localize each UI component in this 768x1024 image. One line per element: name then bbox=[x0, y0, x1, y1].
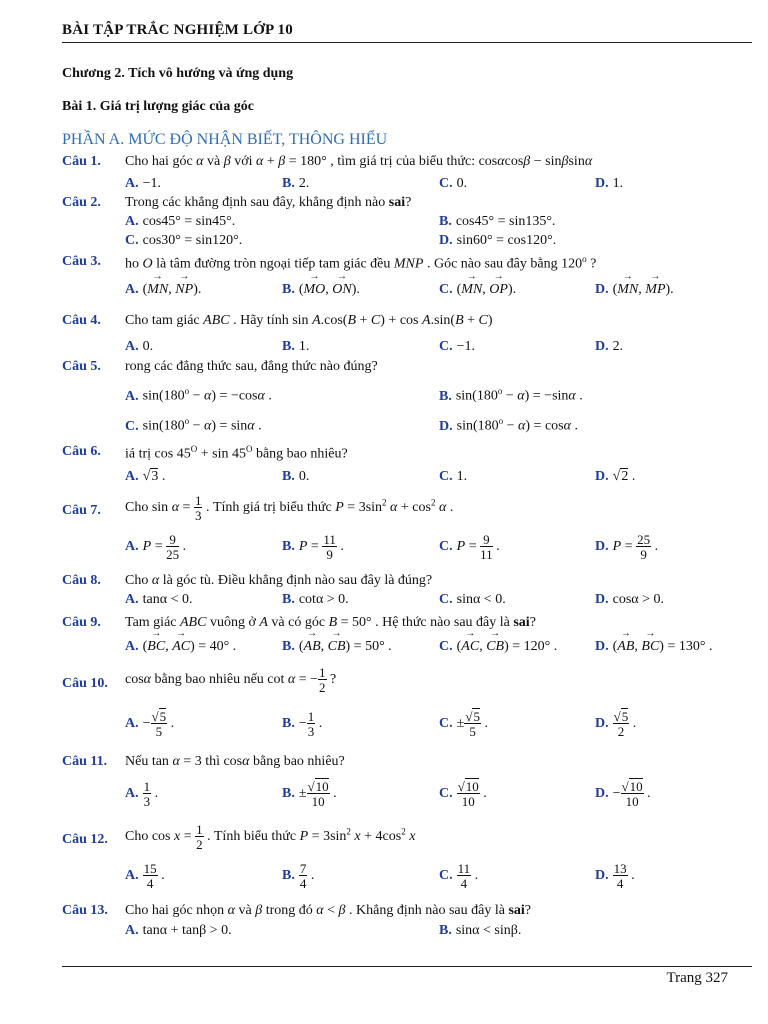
option-a: A. P = $\frac{9}{25}$ . bbox=[125, 532, 187, 562]
option-b: B. 0. bbox=[282, 469, 310, 484]
header-rule bbox=[62, 42, 752, 43]
option-a: A. tanα < 0. bbox=[125, 592, 193, 607]
option-d: D. − $\frac{√10}{10}$ . bbox=[595, 779, 651, 809]
question-text: cosα bằng bao nhiêu nếu cot α = − $\frac{1}{2}$ ? bbox=[125, 665, 337, 695]
option-c: C. $\frac{√10}{10}$ . bbox=[439, 779, 487, 809]
question-label: Câu 9. bbox=[62, 615, 101, 630]
option-d: D. $\frac{√5}{2}$ . bbox=[595, 709, 637, 739]
option-a: A. $\sin(180^o - \alpha) = -\cos\alpha$ . bbox=[125, 386, 272, 404]
option-a: A. (→ MN, → NP). bbox=[125, 282, 201, 298]
option-c: C. sinα < 0. bbox=[439, 592, 506, 607]
question-text: Cho sin α = $\frac{1}{3}$ . Tính giá trị biểu thức $P = 3\sin^2$ $\alpha + \cos^2 \alpha$ . bbox=[125, 493, 454, 523]
question-label: Câu 7. bbox=[62, 503, 101, 518]
option-d: D. (→ AB, → BC) = 130° . bbox=[595, 639, 712, 655]
question-text: Tam giác ABC vuông ở A và có góc B = 50° . Hệ thức nào sau đây là sai? bbox=[125, 615, 536, 630]
option-d: D. $\frac{13}{4}$ . bbox=[595, 861, 635, 891]
option-d: D. (→ MN, → MP). bbox=[595, 282, 674, 298]
option-b: B. $\sin(180^o - \alpha) = -\sin\alpha$ . bbox=[439, 386, 583, 404]
option-c: C. $\frac{11}{4}$ . bbox=[439, 861, 479, 891]
question-text: Cho hai góc α và β với α + β = 180° , tìm giá trị của biểu thức: cosαcosβ − sinβsinα bbox=[125, 154, 593, 169]
question-label: Câu 10. bbox=[62, 676, 108, 691]
question-label: Câu 6. bbox=[62, 444, 101, 459]
question-text: ho O là tâm đường tròn ngoại tiếp tam giác đều MNP . Góc nào sau đây bằng 120$^o$ ? bbox=[125, 254, 597, 272]
question-label: Câu 1. bbox=[62, 154, 101, 169]
option-a: A. (→ BC, → AC) = 40° . bbox=[125, 639, 236, 655]
lesson-title: Bài 1. Giá trị lượng giác của góc bbox=[62, 99, 254, 114]
question-text: Cho cos x = $\frac{1}{2}$ . Tính biểu thức $P = 3\sin^2$ $x + 4\cos^2$ x bbox=[125, 822, 416, 852]
question-text: Cho α là góc tù. Điều khẳng định nào sau đây là đúng? bbox=[125, 573, 433, 588]
footer-rule bbox=[62, 966, 752, 967]
question-label: Câu 12. bbox=[62, 832, 108, 847]
option-b: B. cotα > 0. bbox=[282, 592, 349, 607]
question-text: Cho hai góc nhọn α và β trong đó α < β . Khẳng định nào sau đây là sai? bbox=[125, 903, 532, 918]
option-b: B. 2. bbox=[282, 176, 310, 191]
option-c: C. $\sin(180^o - \alpha) = \sin\alpha$ . bbox=[125, 416, 262, 434]
chapter-title: Chương 2. Tích vô hướng và ứng dụng bbox=[62, 66, 294, 81]
option-b: B. cos45° = sin135°. bbox=[439, 214, 556, 229]
question-label: Câu 13. bbox=[62, 903, 108, 918]
question-label: Câu 11. bbox=[62, 754, 108, 769]
option-d: D. 1. bbox=[595, 176, 624, 191]
page-number: Trang 327 bbox=[666, 970, 728, 986]
option-b: B. ± $\frac{√10}{10}$ . bbox=[282, 779, 337, 809]
option-d: D. $\sin(180^o - \alpha) = \cos\alpha$ . bbox=[439, 416, 578, 434]
option-b: B. (→ MO, → ON). bbox=[282, 282, 360, 298]
question-text: Cho tam giác ABC . Hãy tính sin A.cos(B + C) + cos A.sin(B + C) bbox=[125, 313, 493, 328]
option-c: C. (→ MN, → OP). bbox=[439, 282, 516, 298]
option-a: A. $\frac{15}{4}$ . bbox=[125, 861, 165, 891]
option-b: B. $\frac{7}{4}$ . bbox=[282, 861, 315, 891]
section-title: PHẦN A. MỨC ĐỘ NHẬN BIẾT, THÔNG HIỂU bbox=[62, 131, 388, 148]
option-c: C. (→ AC, → CB) = 120° . bbox=[439, 639, 557, 655]
page-header-title: BÀI TẬP TRẮC NGHIỆM LỚP 10 bbox=[62, 22, 293, 38]
question-label: Câu 8. bbox=[62, 573, 101, 588]
option-c: C. ± $\frac{√5}{5}$ . bbox=[439, 709, 488, 739]
option-b: B. sinα < sinβ. bbox=[439, 923, 522, 938]
option-c: C. 0. bbox=[439, 176, 468, 191]
option-c: C. P = $\frac{9}{11}$ . bbox=[439, 532, 500, 562]
option-b: B. (→ AB, → CB) = 50° . bbox=[282, 639, 392, 655]
question-text: Trong các khẳng định sau đây, khẳng định nào sai? bbox=[125, 195, 412, 210]
question-text: iá trị $\cos 45^O + \sin 45^O$ bằng bao nhiêu? bbox=[125, 444, 348, 462]
question-label: Câu 2. bbox=[62, 195, 101, 210]
question-label: Câu 4. bbox=[62, 313, 101, 328]
option-d: D. cosα > 0. bbox=[595, 592, 665, 607]
option-a: A. cos45° = sin45°. bbox=[125, 214, 236, 229]
option-b: B. P = $\frac{11}{9}$ . bbox=[282, 532, 344, 562]
question-label: Câu 3. bbox=[62, 254, 101, 269]
option-c: C. cos30° = sin120°. bbox=[125, 233, 243, 248]
option-c: C. 1. bbox=[439, 469, 468, 484]
option-c: C. −1. bbox=[439, 339, 476, 354]
option-b: B. 1. bbox=[282, 339, 310, 354]
question-text: Nếu tan α = 3 thì cosα bằng bao nhiêu? bbox=[125, 754, 345, 769]
option-a: A. $\frac{1}{3}$ . bbox=[125, 779, 159, 809]
option-a: A. 0. bbox=[125, 339, 154, 354]
option-a: A. − $\frac{√5}{5}$ . bbox=[125, 709, 175, 739]
option-d: D. sin60° = cos120°. bbox=[439, 233, 557, 248]
option-d: D. √2 . bbox=[595, 469, 636, 484]
question-label: Câu 5. bbox=[62, 359, 101, 374]
option-d: D. P = $\frac{25}{9}$ . bbox=[595, 532, 659, 562]
option-a: A. tanα + tanβ > 0. bbox=[125, 923, 232, 938]
option-a: A. √3 . bbox=[125, 469, 166, 484]
option-b: B. − $\frac{1}{3}$ . bbox=[282, 709, 323, 739]
option-a: A. −1. bbox=[125, 176, 162, 191]
option-d: D. 2. bbox=[595, 339, 624, 354]
question-text: rong các đẳng thức sau, đẳng thức nào đúng? bbox=[125, 359, 378, 374]
